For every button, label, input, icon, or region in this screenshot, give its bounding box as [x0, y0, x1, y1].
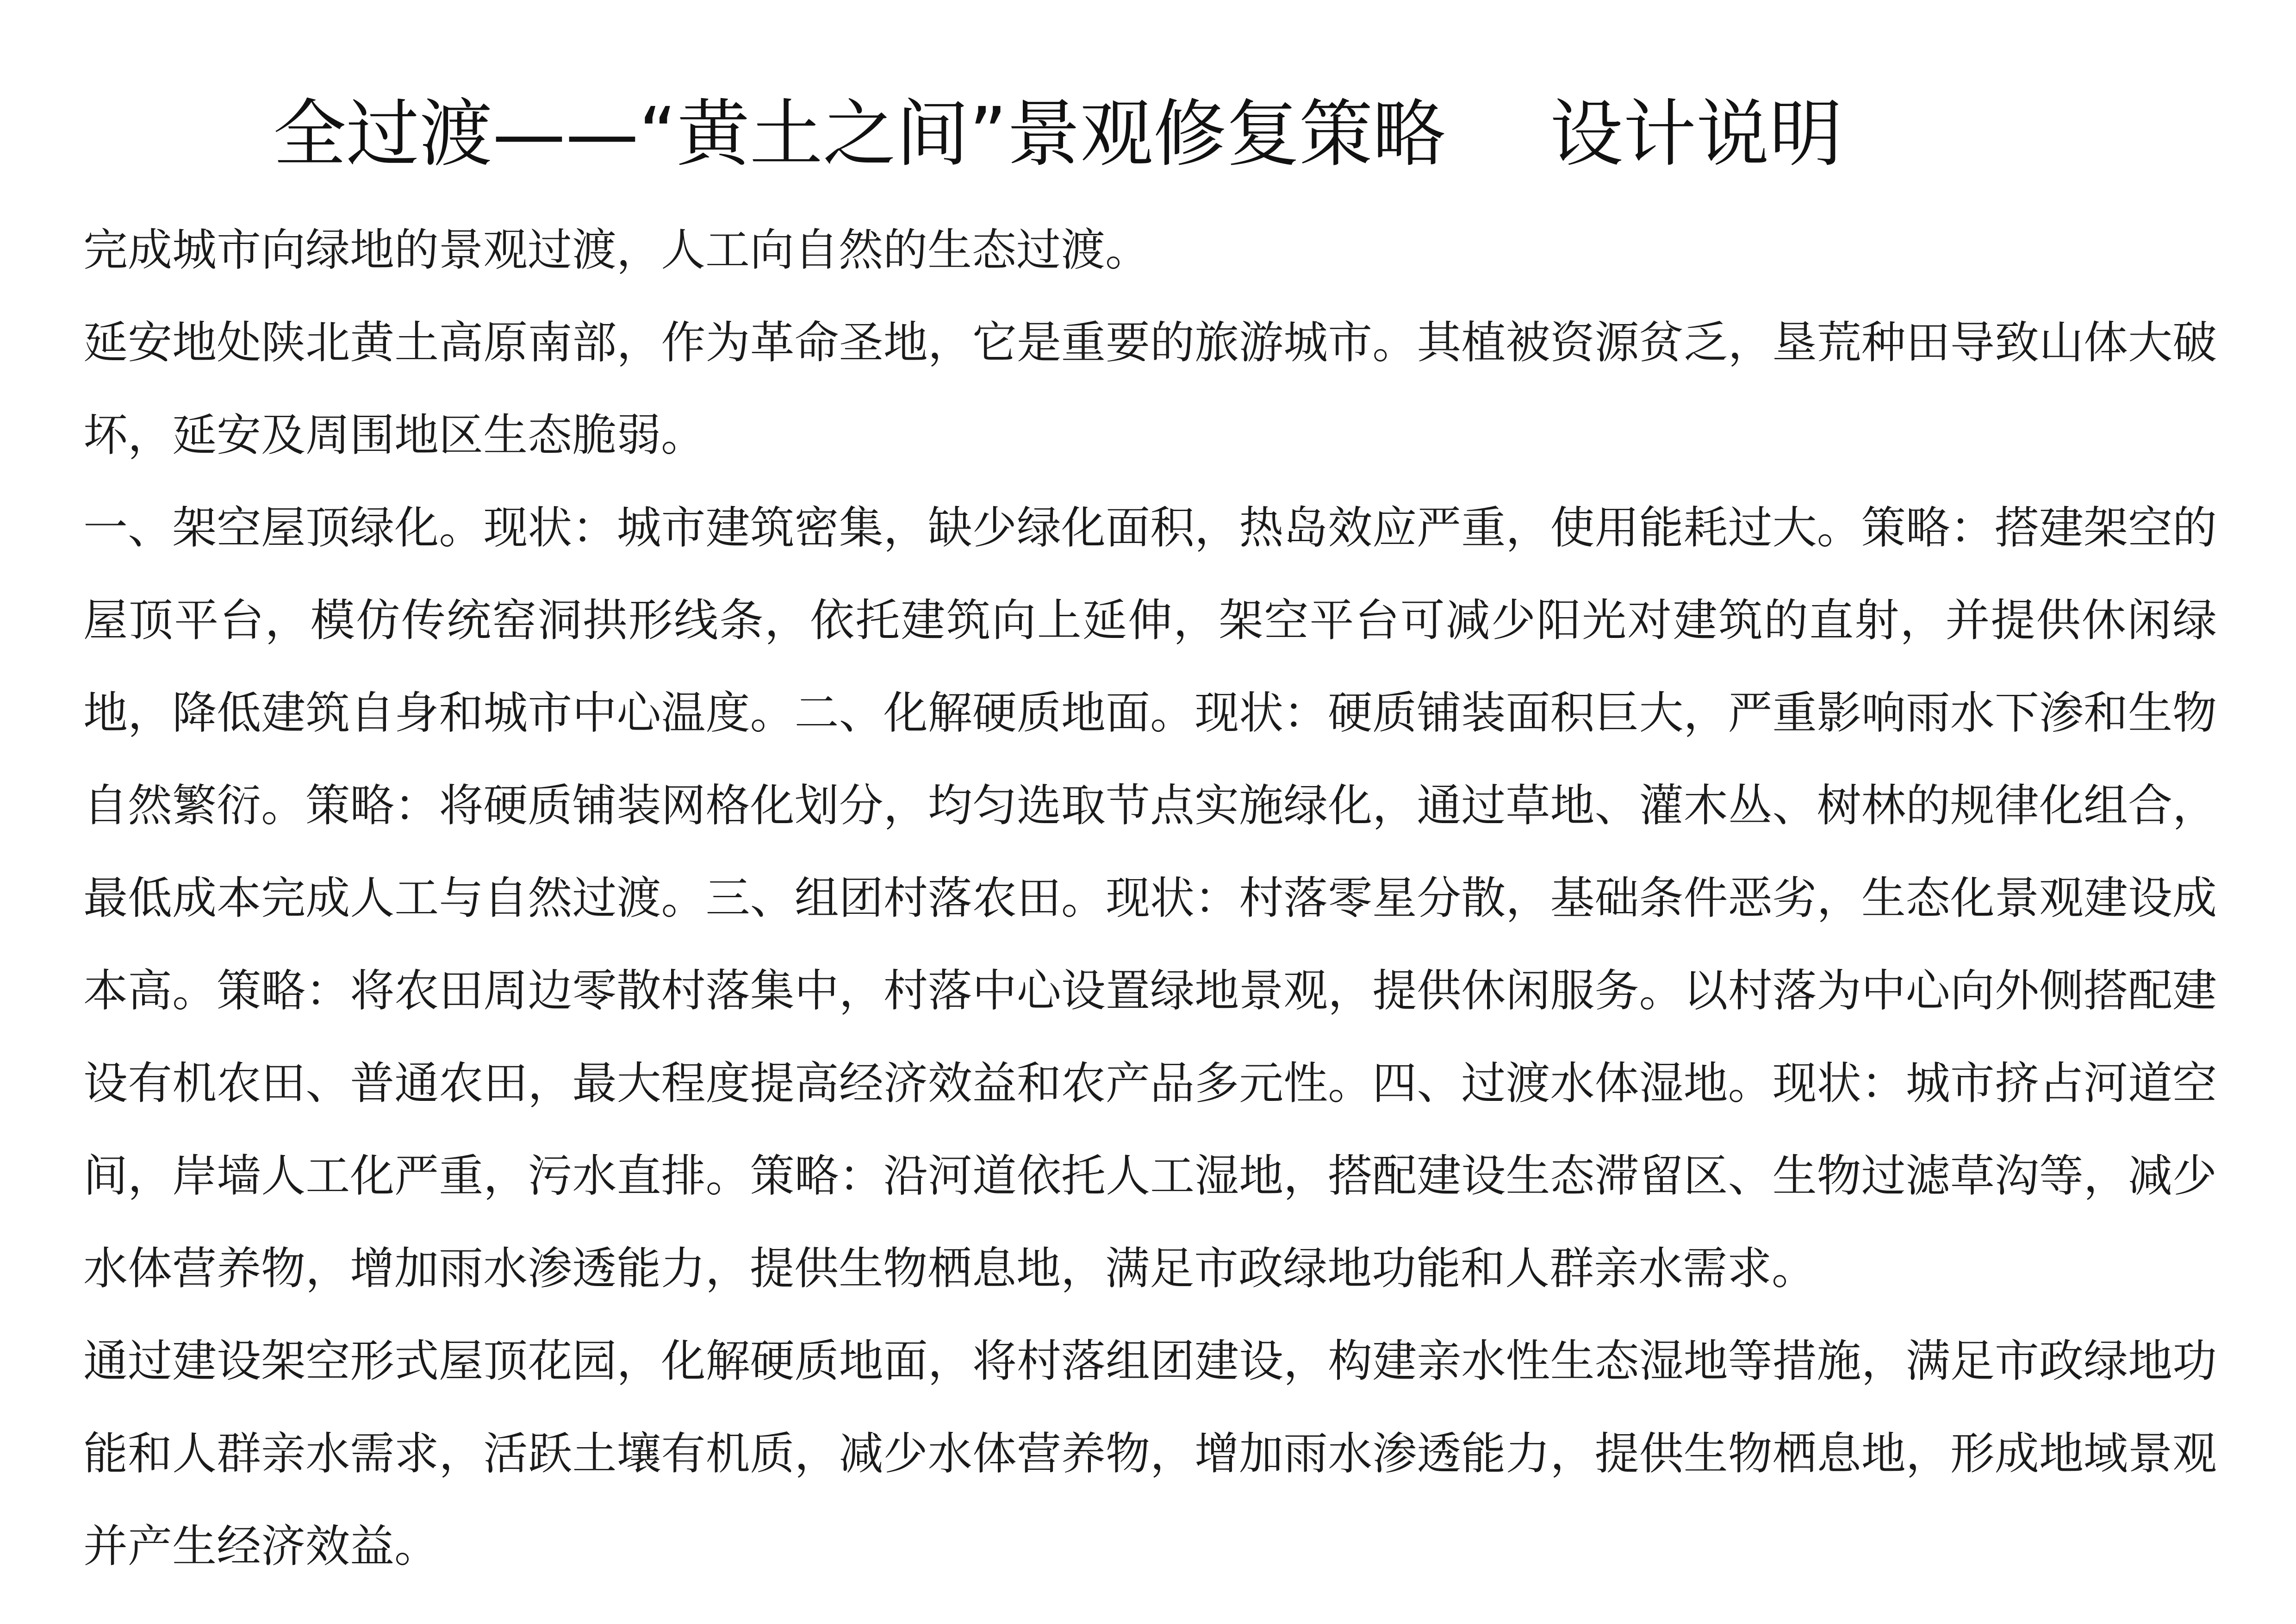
paragraph-strategies: 一、架空屋顶绿化。现状：城市建筑密集，缺少绿化面积，热岛效应严重，使用能耗过大。策略：搭建架空的屋顶平台，模仿传统窑洞拱形线条，依托建筑向上延伸，架空平台可减少阳光对建筑的直射，并提供休闲绿地，降低建筑自身和城市中心温度。二、化解硬质地面。现状：硬质铺装面积巨大，严重影响雨水下渗和生物自然繁衍。策略：将硬质铺装网格化划分，均匀选取节点实施绿化，通过草地、灌木丛、树林的规律化组合，最低成本完成人工与自然过渡。三、组团村落农田。现状：村落零星分散，基础条件恶劣，生态化景观建设成本高。策略：将农田周边零散村落集中，村落中心设置绿地景观，提供休闲服务。以村落为中心向外侧搭配建设有机农田、普通农田，最大程度提高经济效益和农产品多元性。四、过渡水体湿地。现状：城市挤占河道空间，岸墙人工化严重，污水直排。策略：沿河道依托人工湿地，搭配建设生态滞留区、生物过滤草沟等，减少水体营养物，增加雨水渗透能力，提供生物栖息地，满足市政绿地功能和人群亲水需求。 [83, 502, 2217, 1294]
page-title: 全过渡——“黄土之间”景观修复策略 [273, 92, 1446, 177]
page-subtitle: 设计说明 [1549, 92, 1842, 177]
paragraph-intro: 完成城市向绿地的景观过渡，人工向自然的生态过渡。 [83, 224, 1150, 276]
body-text [83, 204, 2217, 1593]
paragraph-context: 延安地处陕北黄土高原南部，作为革命圣地，它是重要的旅游城市。其植被资源贫乏，垦荒种田导致山体大破坏，延安及周围地区生态脆弱。 [83, 317, 2217, 461]
title-row [273, 83, 1842, 185]
paragraph-conclusion: 通过建设架空形式屋顶花园，化解硬质地面，将村落组团建设，构建亲水性生态湿地等措施，满足市政绿地功能和人群亲水需求，活跃土壤有机质，减少水体营养物，增加雨水渗透能力，提供生物栖息地，形成地域景观并产生经济效益。 [83, 1335, 2217, 1572]
